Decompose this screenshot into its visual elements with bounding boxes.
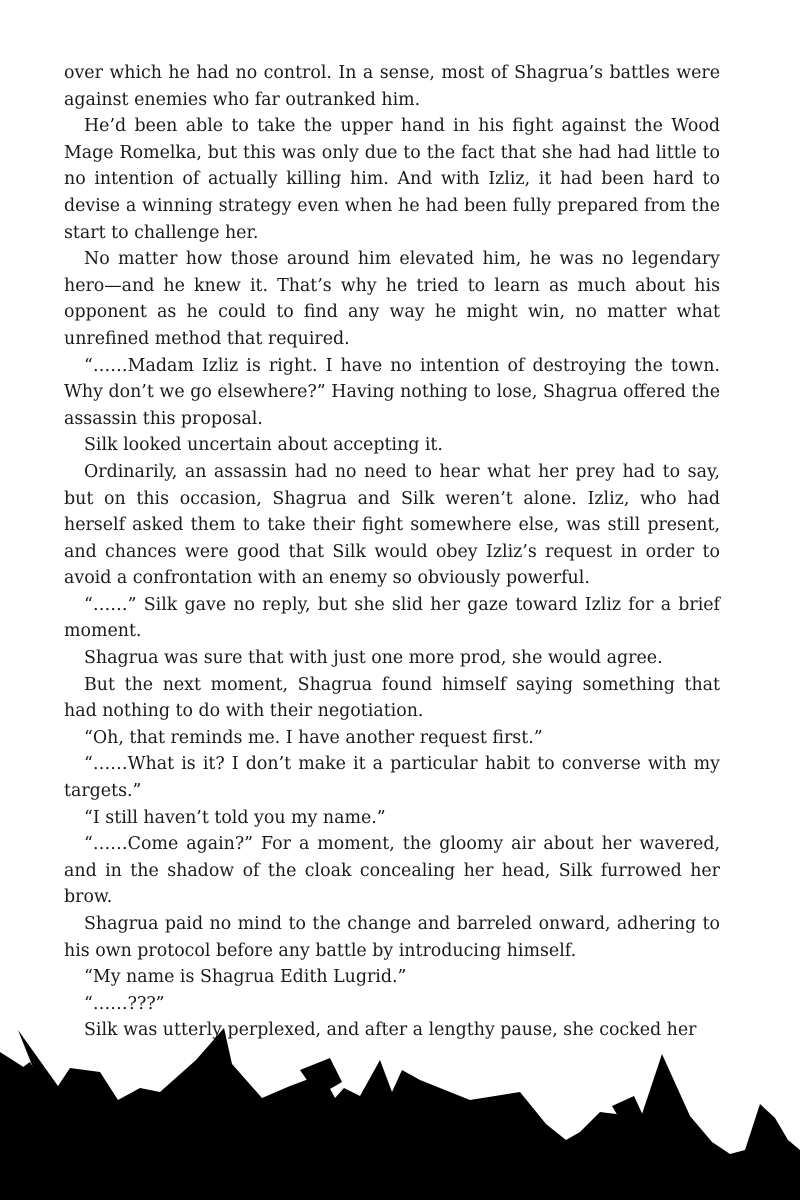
paragraph: “Oh, that reminds me. I have another request first.” xyxy=(84,727,543,748)
paragraph: No matter how those around him elevated him, he was no legendary hero—and he knew it. That’s why he tried to learn as much about his opponent as he could to find any way he might win, no matter what unrefined method that required. xyxy=(64,249,720,349)
paragraph: “……???” xyxy=(84,993,165,1014)
paragraph: He’d been able to take the upper hand in his fight against the Wood Mage Romelka, but this was only due to the fact that she had had little to no intention of actually killing him. And with Izliz, it had been hard to devise a winning strategy even when he had been fully prepared from the start to challenge her. xyxy=(64,116,720,243)
paragraph: “My name is Shagrua Edith Lugrid.” xyxy=(84,967,407,988)
paragraph: Silk was utterly perplexed, and after a lengthy pause, she cocked her xyxy=(84,1020,697,1041)
body-text xyxy=(64,60,720,1044)
jagged-rubble-silhouette xyxy=(0,1000,800,1200)
paragraph: But the next moment, Shagrua found himself saying something that had nothing to do with their negotiation. xyxy=(64,674,720,722)
paragraph: Silk looked uncertain about accepting it. xyxy=(84,435,443,456)
paragraph: “I still haven’t told you my name.” xyxy=(84,807,386,828)
paragraph: Shagrua was sure that with just one more prod, she would agree. xyxy=(84,648,663,669)
paragraph: “……Madam Izliz is right. I have no intention of destroying the town. Why don’t we go elsewhere?” Having nothing to lose, Shagrua offered the assassin this proposal. xyxy=(64,355,720,429)
paragraph: “……” Silk gave no reply, but she slid her gaze toward Izliz for a brief moment. xyxy=(64,594,720,642)
paragraph: over which he had no control. In a sense, most of Shagrua’s battles were against enemies who far outranked him. xyxy=(64,63,720,110)
paragraph: Ordinarily, an assassin had no need to hear what her prey had to say, but on this occasion, Shagrua and Silk weren’t alone. Izliz, who had herself asked them to take their fight somewhere else, was still present, and chances were good that Silk would obey Izliz’s request in order to avoid a confrontation with an enemy so obviously powerful. xyxy=(64,461,720,589)
rubble-shape-main xyxy=(0,1028,800,1200)
paragraph: “……What is it? I don’t make it a particular habit to converse with my targets.” xyxy=(64,754,720,802)
paragraph: Shagrua paid no mind to the change and barreled onward, adhering to his own protocol before any battle by introducing himself. xyxy=(64,914,720,961)
paragraph: “……Come again?” For a moment, the gloomy air about her wavered, and in the shadow of the cloak concealing her head, Silk furrowed her brow. xyxy=(64,834,720,908)
